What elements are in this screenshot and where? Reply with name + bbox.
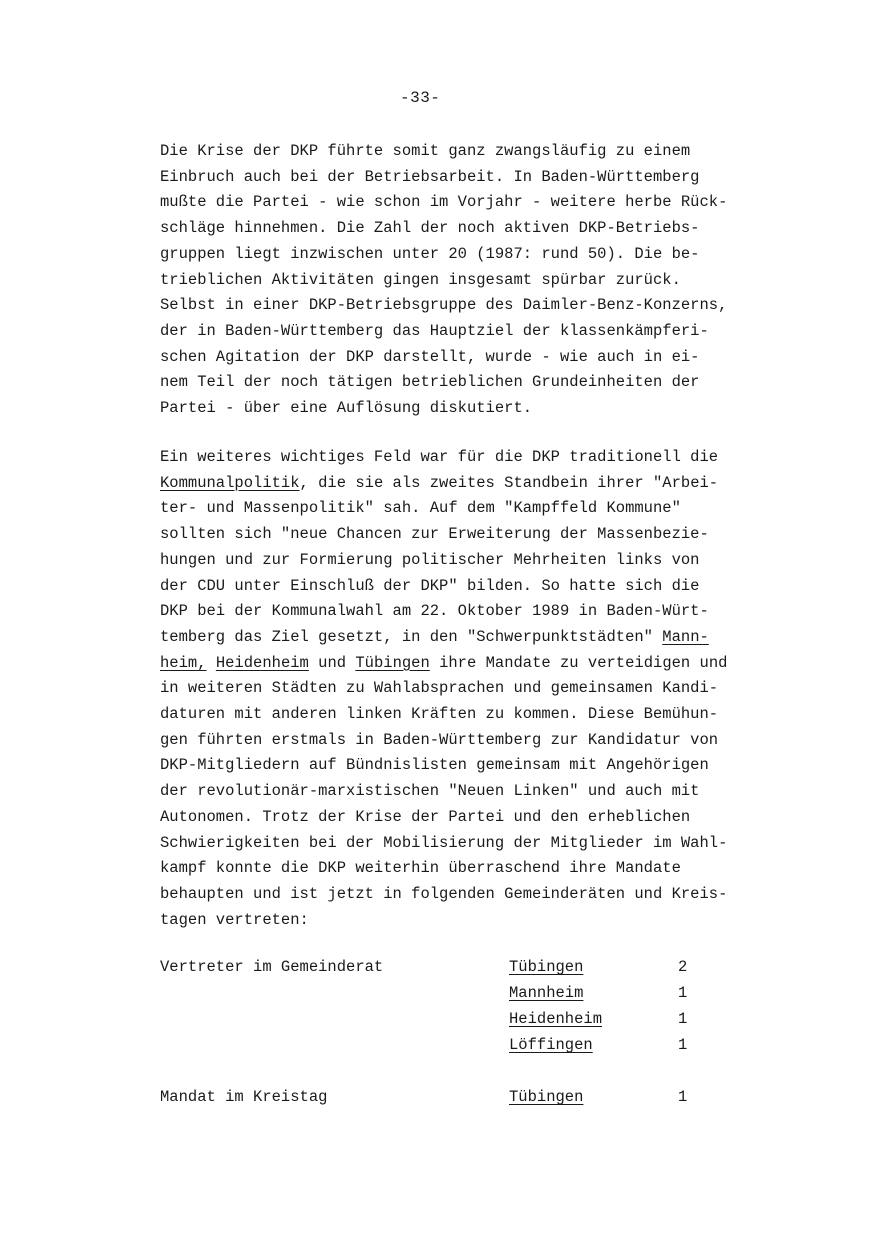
text-line: tagen vertreten: <box>160 910 309 929</box>
text-line: Autonomen. Trotz der Krise der Partei und den erheblichen <box>160 807 691 826</box>
text-line <box>160 651 810 677</box>
text-line: daturen mit anderen linken Kräften zu kommen. Diese Bemühun- <box>160 705 719 724</box>
text-line: schen Agitation der DKP darstellt, wurde - wie auch in ei- <box>160 347 700 366</box>
city-name: Tübingen <box>509 958 584 976</box>
underlined-term-kommunalpolitik: Kommunalpolitik <box>160 473 300 492</box>
text-line: der revolutionär-marxistischen "Neuen Linken" und auch mit <box>160 782 700 801</box>
text-line: DKP-Mitgliedern auf Bündnislisten gemeinsam mit Angehörigen <box>160 756 709 775</box>
underlined-city-heidenheim: Heidenheim <box>215 653 309 672</box>
mandate-count: 1 <box>678 1010 688 1028</box>
text-line: nem Teil der noch tätigen betrieblichen Grundeinheiten der <box>160 373 700 392</box>
text-line <box>160 471 810 497</box>
text-line: Selbst in einer DKP-Betriebsgruppe des Daimler-Benz-Konzerns, <box>160 296 728 315</box>
text-line: gruppen liegt inzwischen unter 20 (1987: rund 50). Die be- <box>160 244 700 263</box>
city-name: Mannheim <box>509 984 584 1002</box>
underlined-city-tuebingen: Tübingen <box>355 653 430 672</box>
kreistag-label: Mandat im Kreistag <box>160 1088 328 1106</box>
page-number: -33- <box>400 89 441 107</box>
city-name: Löffingen <box>509 1036 593 1054</box>
text-line: mußte die Partei - wie schon im Vorjahr - weitere herbe Rück- <box>160 193 728 212</box>
paragraph-kommunalpolitik <box>160 445 810 933</box>
paragraph-betriebsarbeit <box>160 139 810 422</box>
text-line: ter- und Massenpolitik" sah. Auf dem "Kampffeld Kommune" <box>160 499 681 518</box>
text-line: Die Krise der DKP führte somit ganz zwangsläufig zu einem <box>160 142 691 160</box>
text-line: sollten sich "neue Chancen zur Erweiterung der Massenbezie- <box>160 525 709 544</box>
mandate-count: 2 <box>678 958 688 976</box>
mandate-count: 1 <box>678 1036 688 1054</box>
text-segment: , die sie als zweites Standbein ihrer "Arbei- <box>299 473 719 492</box>
text-line <box>160 625 810 651</box>
text-line: schläge hinnehmen. Die Zahl der noch aktiven DKP-Betriebs- <box>160 219 700 238</box>
text-segment: und <box>308 653 356 672</box>
underlined-city-mannheim-cont: heim, <box>160 653 207 672</box>
gemeinderat-label: Vertreter im Gemeinderat <box>160 958 384 976</box>
mandate-count: 1 <box>678 1088 688 1106</box>
text-line: Ein weiteres wichtiges Feld war für die DKP traditionell die <box>160 448 719 466</box>
text-line: trieblichen Aktivitäten gingen insgesamt spürbar zurück. <box>160 270 681 289</box>
text-line: Schwierigkeiten bei der Mobilisierung der Mitglieder im Wahl- <box>160 833 728 852</box>
underlined-city-mannheim: Mann- <box>662 627 709 646</box>
text-segment <box>207 654 216 672</box>
mandate-count: 1 <box>678 984 688 1002</box>
text-line: kampf konnte die DKP weiterhin überraschend ihre Mandate <box>160 859 681 878</box>
text-line: der in Baden-Württemberg das Hauptziel der klassenkämpferi- <box>160 321 709 340</box>
text-line: Einbruch auch bei der Betriebsarbeit. In Baden-Württemberg <box>160 167 700 186</box>
text-line: behaupten und ist jetzt in folgenden Gemeinderäten und Kreis- <box>160 884 728 903</box>
text-line: Partei - über eine Auflösung diskutiert. <box>160 399 533 418</box>
text-segment: ihre Mandate zu verteidigen und <box>429 653 728 672</box>
text-line: DKP bei der Kommunalwahl am 22. Oktober 1989 in Baden-Würt- <box>160 602 709 621</box>
text-segment: temberg das Ziel gesetzt, in den "Schwerpunktstädten" <box>160 627 663 646</box>
city-name: Tübingen <box>509 1088 584 1106</box>
city-name: Heidenheim <box>509 1010 603 1028</box>
text-line: der CDU unter Einschluß der DKP" bilden. So hatte sich die <box>160 576 700 595</box>
text-line: gen führten erstmals in Baden-Württemberg zur Kandidatur von <box>160 730 719 749</box>
text-line: hungen und zur Formierung politischer Mehrheiten links von <box>160 550 700 569</box>
text-line: in weiteren Städten zu Wahlabsprachen und gemeinsamen Kandi- <box>160 679 719 698</box>
